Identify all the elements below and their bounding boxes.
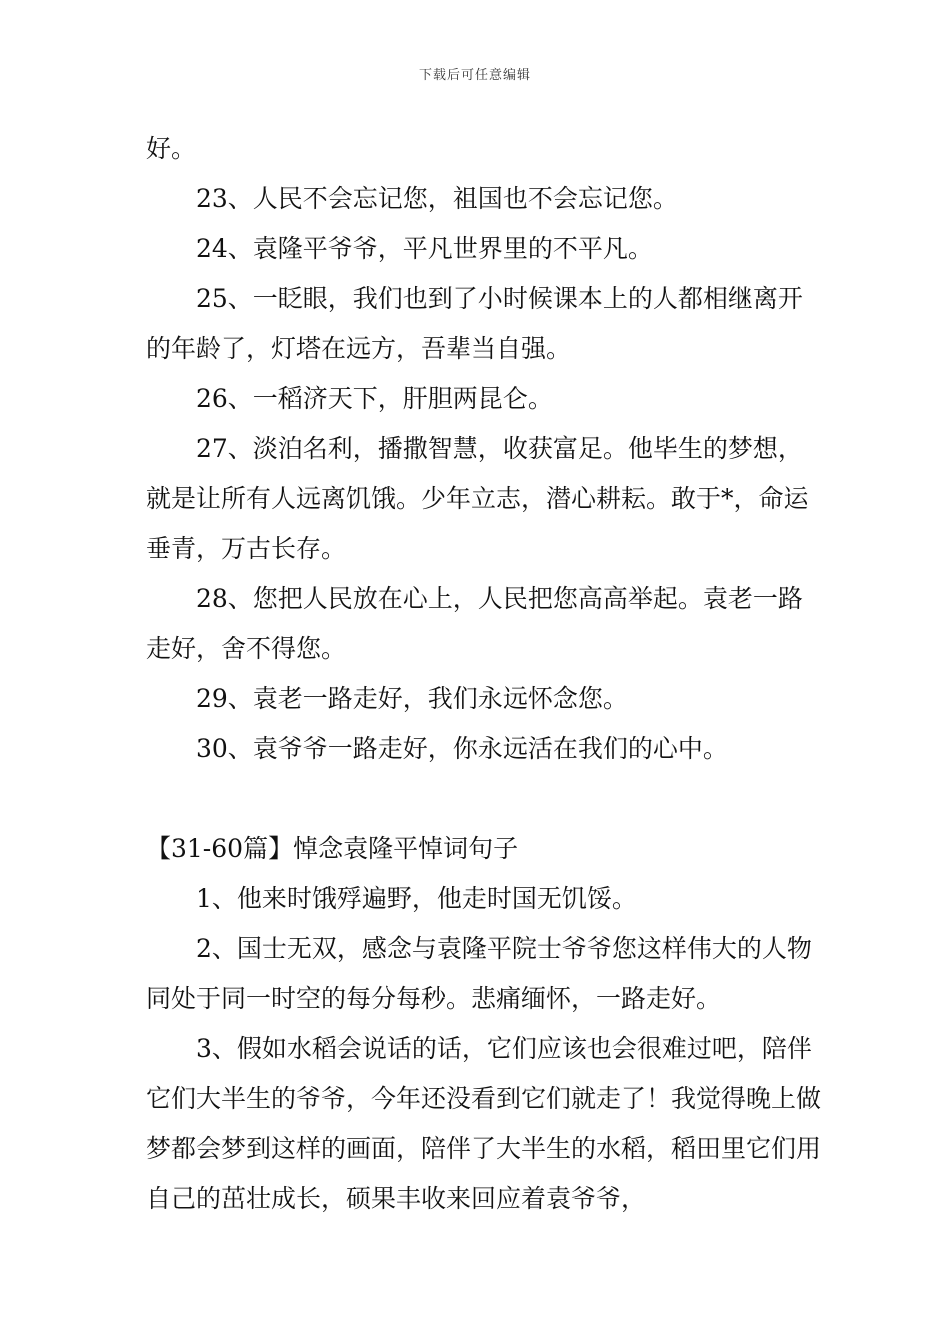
document-body xyxy=(146,124,826,1224)
paragraph: 24、袁隆平爷爷，平凡世界里的不平凡。 xyxy=(196,234,653,263)
page-header: 下载后可任意编辑 xyxy=(418,68,531,83)
paragraph: 3、假如水稻会说话的话，它们应该也会很难过吧，陪伴它们大半生的爷爷，今年还没看到它们就走了！我觉得晚上做梦都会梦到这样的画面，陪伴了大半生的水稻，稻田里它们用自己的茁壮成长，硕果丰收来回应着袁爷爷， xyxy=(146,1034,822,1213)
section-spacer xyxy=(146,774,826,824)
paragraph: 27、淡泊名利，播撒智慧，收获富足。他毕生的梦想，就是让所有人远离饥饿。少年立志，潜心耕耘。敢于*，命运垂青，万古长存。 xyxy=(146,434,809,563)
paragraph: 2、国士无双，感念与袁隆平院士爷爷您这样伟大的人物同处于同一时空的每分每秒。悲痛缅怀，一路走好。 xyxy=(146,934,812,1013)
section-title: 【31-60篇】悼念袁隆平悼词句子 xyxy=(146,834,519,863)
paragraph: 好。 xyxy=(146,134,197,163)
paragraph: 28、您把人民放在心上，人民把您高高举起。袁老一路走好，舍不得您。 xyxy=(146,584,803,663)
paragraph: 29、袁老一路走好，我们永远怀念您。 xyxy=(196,684,628,713)
paragraph: 25、一眨眼，我们也到了小时候课本上的人都相继离开的年龄了，灯塔在远方，吾辈当自强。 xyxy=(146,284,803,363)
paragraph: 26、一稻济天下，肝胆两昆仑。 xyxy=(196,384,553,413)
paragraph: 1、他来时饿殍遍野，他走时国无饥馁。 xyxy=(196,884,637,913)
paragraph: 23、人民不会忘记您，祖国也不会忘记您。 xyxy=(196,184,678,213)
paragraph: 30、袁爷爷一路走好，你永远活在我们的心中。 xyxy=(196,734,728,763)
